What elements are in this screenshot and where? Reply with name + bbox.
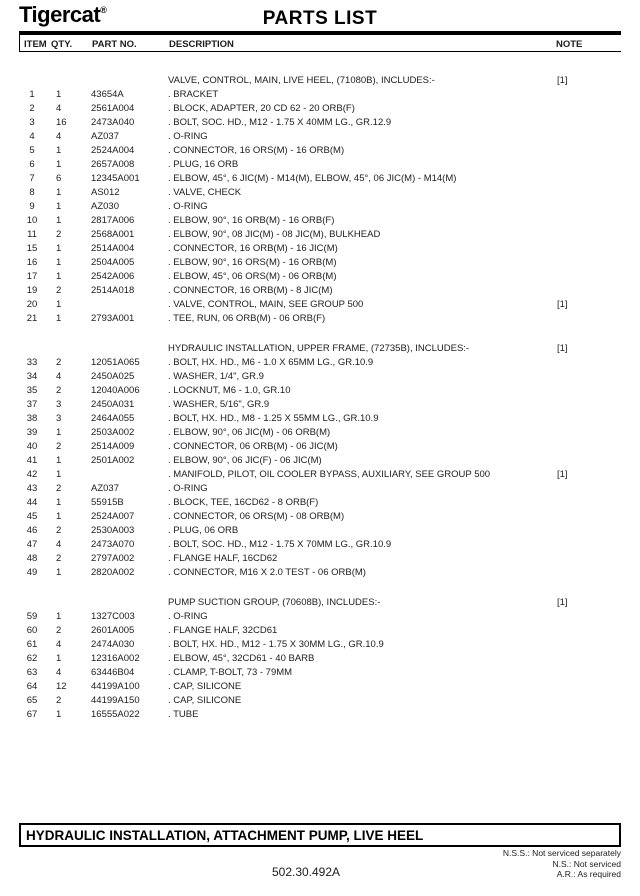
- section-note: [1]: [557, 75, 568, 86]
- table-row: [19, 482, 621, 496]
- row-description: . BRACKET: [168, 89, 219, 100]
- row-part-no: 2474A030: [91, 639, 135, 650]
- column-header-item: ITEM: [24, 39, 47, 50]
- table-row: [19, 566, 621, 580]
- row-item: 4: [29, 131, 35, 142]
- row-qty: 1: [56, 145, 62, 156]
- table-row: [19, 312, 621, 326]
- row-qty: 1: [56, 299, 62, 310]
- table-row: [19, 708, 621, 722]
- row-description: . O-RING: [168, 611, 208, 622]
- row-item: 47: [26, 539, 38, 550]
- row-description: . FLANGE HALF, 16CD62: [168, 553, 278, 564]
- row-item: 63: [26, 667, 38, 678]
- row-qty: 2: [56, 525, 62, 536]
- row-qty: 3: [56, 413, 62, 424]
- table-row: [19, 624, 621, 638]
- row-description: . CONNECTOR, 06 ORB(M) - 06 JIC(M): [168, 441, 338, 452]
- row-description: . CONNECTOR, M16 X 2.0 TEST - 06 ORB(M): [168, 567, 366, 578]
- row-description: . BLOCK, ADAPTER, 20 CD 62 - 20 ORB(F): [168, 103, 355, 114]
- table-row: [19, 144, 621, 158]
- row-part-no: 44199A150: [91, 695, 140, 706]
- row-part-no: 2503A002: [91, 427, 135, 438]
- row-part-no: 12345A001: [91, 173, 140, 184]
- row-part-no: 44199A100: [91, 681, 140, 692]
- row-item: 21: [26, 313, 38, 324]
- row-part-no: 16555A022: [91, 709, 140, 720]
- table-row: [19, 652, 621, 666]
- row-item: 67: [26, 709, 38, 720]
- row-description: . ELBOW, 90°, 06 JIC(F) - 06 JIC(M): [168, 455, 322, 466]
- row-item: 48: [26, 553, 38, 564]
- row-description: . BOLT, HX. HD., M12 - 1.75 X 30MM LG., GR.10.9: [168, 639, 384, 650]
- row-part-no: 2514A018: [91, 285, 135, 296]
- row-qty: 1: [56, 271, 62, 282]
- section-header-row: [19, 596, 621, 610]
- column-header-description: DESCRIPTION: [169, 39, 234, 50]
- row-description: . PLUG, 16 ORB: [168, 159, 239, 170]
- section-note: [1]: [557, 597, 568, 608]
- row-part-no: 63446B04: [91, 667, 135, 678]
- row-qty: 1: [56, 215, 62, 226]
- row-part-no: 2514A004: [91, 243, 135, 254]
- row-item: 40: [26, 441, 38, 452]
- row-item: 45: [26, 511, 38, 522]
- row-description: . CAP, SILICONE: [168, 695, 242, 706]
- row-item: 17: [26, 271, 38, 282]
- row-item: 7: [29, 173, 35, 184]
- table-row: [19, 256, 621, 270]
- row-item: 3: [29, 117, 35, 128]
- row-item: 19: [26, 285, 38, 296]
- row-qty: 1: [56, 497, 62, 508]
- row-item: 62: [26, 653, 38, 664]
- table-row: [19, 538, 621, 552]
- row-part-no: AZ037: [91, 131, 119, 142]
- row-part-no: 2473A070: [91, 539, 135, 550]
- column-header-qty: QTY.: [51, 39, 73, 50]
- row-description: . CONNECTOR, 16 ORB(M) - 16 JIC(M): [168, 243, 338, 254]
- column-header-part-no: PART NO.: [92, 39, 137, 50]
- row-description: . FLANGE HALF, 32CD61: [168, 625, 278, 636]
- row-description: . O-RING: [168, 483, 208, 494]
- row-item: 34: [26, 371, 38, 382]
- row-description: . CONNECTOR, 16 ORB(M) - 8 JIC(M): [168, 285, 333, 296]
- row-qty: 3: [56, 399, 62, 410]
- row-qty: 1: [56, 653, 62, 664]
- row-part-no: 1327C003: [91, 611, 135, 622]
- row-part-no: 2450A025: [91, 371, 135, 382]
- row-item: 1: [29, 89, 35, 100]
- table-row: [19, 298, 621, 312]
- row-part-no: 2450A031: [91, 399, 135, 410]
- row-part-no: 2657A008: [91, 159, 135, 170]
- row-qty: 2: [56, 553, 62, 564]
- row-part-no: AZ030: [91, 201, 119, 212]
- registered-trademark-symbol: ®: [100, 5, 107, 15]
- row-description: . ELBOW, 90°, 16 ORB(M) - 16 ORB(F): [168, 215, 335, 226]
- table-row: [19, 680, 621, 694]
- row-item: 9: [29, 201, 35, 212]
- row-item: 15: [26, 243, 38, 254]
- row-description: . VALVE, CHECK: [168, 187, 242, 198]
- row-qty: 4: [56, 639, 62, 650]
- row-part-no: 2524A007: [91, 511, 135, 522]
- row-qty: 1: [56, 201, 62, 212]
- row-item: 37: [26, 399, 38, 410]
- section-header-row: [19, 342, 621, 356]
- row-item: 41: [26, 455, 38, 466]
- row-description: . BOLT, SOC. HD., M12 - 1.75 X 40MM LG., GR.12.9: [168, 117, 392, 128]
- row-description: . CAP, SILICONE: [168, 681, 242, 692]
- section-title: VALVE, CONTROL, MAIN, LIVE HEEL, (71080B), INCLUDES:-: [168, 75, 435, 86]
- row-item: 39: [26, 427, 38, 438]
- row-qty: 1: [56, 159, 62, 170]
- row-qty: 1: [56, 567, 62, 578]
- row-description: . WASHER, 1/4", GR.9: [168, 371, 264, 382]
- row-description: . ELBOW, 45°, 32CD61 - 40 BARB: [168, 653, 315, 664]
- row-item: 46: [26, 525, 38, 536]
- row-description: . LOCKNUT, M6 - 1.0, GR.10: [168, 385, 291, 396]
- row-description: . BOLT, HX. HD., M8 - 1.25 X 55MM LG., GR.10.9: [168, 413, 379, 424]
- row-part-no: 2793A001: [91, 313, 135, 324]
- row-note: [1]: [557, 299, 568, 310]
- row-description: . MANIFOLD, PILOT, OIL COOLER BYPASS, AUXILIARY, SEE GROUP 500: [168, 469, 491, 480]
- row-part-no: 2542A006: [91, 271, 135, 282]
- row-qty: 2: [56, 483, 62, 494]
- table-row: [19, 172, 621, 186]
- table-row: [19, 426, 621, 440]
- row-item: 64: [26, 681, 38, 692]
- row-qty: 2: [56, 285, 62, 296]
- row-description: . ELBOW, 90°, 06 JIC(M) - 06 ORB(M): [168, 427, 331, 438]
- table-row: [19, 102, 621, 116]
- row-description: . CONNECTOR, 06 ORS(M) - 08 ORB(M): [168, 511, 345, 522]
- row-qty: 12: [56, 681, 67, 692]
- table-row: [19, 524, 621, 538]
- row-description: . O-RING: [168, 201, 208, 212]
- table-row: [19, 200, 621, 214]
- row-item: 2: [29, 103, 35, 114]
- row-item: 11: [27, 229, 37, 240]
- table-row: [19, 116, 621, 130]
- row-qty: 16: [56, 117, 67, 128]
- row-qty: 4: [56, 131, 62, 142]
- row-item: 20: [26, 299, 38, 310]
- row-qty: 4: [56, 371, 62, 382]
- row-part-no: 2817A006: [91, 215, 135, 226]
- logo-text: Tigercat: [19, 2, 101, 27]
- column-header-note: NOTE: [556, 39, 583, 50]
- table-row: [19, 130, 621, 144]
- row-description: . BLOCK, TEE, 16CD62 - 8 ORB(F): [168, 497, 319, 508]
- table-row: [19, 412, 621, 426]
- legend-ar: A.R.: As required: [556, 869, 621, 879]
- row-item: 38: [26, 413, 38, 424]
- section-header-row: [19, 74, 621, 88]
- table-row: [19, 610, 621, 624]
- row-part-no: 2568A001: [91, 229, 135, 240]
- table-row: [19, 270, 621, 284]
- row-part-no: 2524A004: [91, 145, 135, 156]
- row-qty: 2: [56, 357, 62, 368]
- row-item: 59: [26, 611, 38, 622]
- row-description: . ELBOW, 90°, 08 JIC(M) - 08 JIC(M), BULKHEAD: [168, 229, 381, 240]
- row-part-no: 2514A009: [91, 441, 135, 452]
- parts-table-body: [19, 74, 621, 722]
- table-row: [19, 694, 621, 708]
- row-qty: 2: [56, 625, 62, 636]
- row-qty: 1: [56, 611, 62, 622]
- assembly-title: HYDRAULIC INSTALLATION, ATTACHMENT PUMP, LIVE HEEL: [26, 827, 424, 843]
- page-title: PARTS LIST: [262, 8, 378, 29]
- legend-ns: N.S.: Not serviced: [552, 858, 621, 869]
- table-row: [19, 496, 621, 510]
- table-row: [19, 158, 621, 172]
- row-item: 16: [26, 257, 38, 268]
- row-part-no: 12040A006: [91, 385, 140, 396]
- row-part-no: 43654A: [91, 89, 124, 100]
- row-item: 44: [26, 497, 38, 508]
- row-item: 6: [29, 159, 35, 170]
- row-qty: 1: [56, 511, 62, 522]
- row-item: 8: [29, 187, 35, 198]
- row-part-no: 2473A040: [91, 117, 135, 128]
- row-description: . WASHER, 5/16", GR.9: [168, 399, 270, 410]
- table-row: [19, 370, 621, 384]
- row-item: 65: [26, 695, 38, 706]
- row-part-no: 2501A002: [91, 455, 135, 466]
- row-description: . O-RING: [168, 131, 208, 142]
- row-part-no: 55915B: [91, 497, 124, 508]
- row-description: . PLUG, 06 ORB: [168, 525, 239, 536]
- row-description: . TUBE: [168, 709, 199, 720]
- row-item: 33: [26, 357, 38, 368]
- table-header: [19, 31, 621, 52]
- row-qty: 2: [56, 229, 62, 240]
- legend-nss: N.S.S.: Not serviced separately: [502, 848, 621, 858]
- row-qty: 4: [56, 103, 62, 114]
- row-qty: 1: [56, 257, 62, 268]
- row-item: 49: [26, 567, 38, 578]
- row-item: 42: [26, 469, 38, 480]
- row-qty: 1: [56, 427, 62, 438]
- table-row: [19, 440, 621, 454]
- row-part-no: 2504A005: [91, 257, 135, 268]
- row-item: 5: [29, 145, 35, 156]
- table-row: [19, 384, 621, 398]
- row-description: . BOLT, HX. HD., M6 - 1.0 X 65MM LG., GR.10.9: [168, 357, 374, 368]
- row-description: . ELBOW, 45°, 06 ORS(M) - 06 ORB(M): [168, 271, 337, 282]
- row-qty: 1: [56, 709, 62, 720]
- table-row: [19, 398, 621, 412]
- section-note: [1]: [557, 343, 568, 354]
- row-item: 43: [26, 483, 38, 494]
- row-part-no: AZ037: [91, 483, 119, 494]
- table-row: [19, 552, 621, 566]
- row-description: . VALVE, CONTROL, MAIN, SEE GROUP 500: [168, 299, 364, 310]
- parts-section: [19, 74, 621, 326]
- row-qty: 1: [56, 313, 62, 324]
- row-item: 61: [26, 639, 38, 650]
- row-qty: 1: [56, 187, 62, 198]
- row-qty: 1: [56, 243, 62, 254]
- row-part-no: 2530A003: [91, 525, 135, 536]
- table-row: [19, 666, 621, 680]
- row-part-no: 12316A002: [91, 653, 140, 664]
- row-description: . TEE, RUN, 06 ORB(M) - 06 ORB(F): [168, 313, 326, 324]
- document-number: 502.30.492A: [271, 865, 341, 879]
- row-part-no: 2561A004: [91, 103, 135, 114]
- row-description: . CLAMP, T-BOLT, 73 - 79MM: [168, 667, 293, 678]
- row-description: . ELBOW, 45°, 6 JIC(M) - M14(M), ELBOW, 45°, 06 JIC(M) - M14(M): [168, 173, 457, 184]
- table-row: [19, 214, 621, 228]
- row-description: . ELBOW, 90°, 16 ORS(M) - 16 ORB(M): [168, 257, 337, 268]
- row-part-no: 2820A002: [91, 567, 135, 578]
- table-row: [19, 454, 621, 468]
- row-description: . BOLT, SOC. HD., M12 - 1.75 X 70MM LG., GR.10.9: [168, 539, 392, 550]
- row-item: 35: [26, 385, 38, 396]
- row-qty: 6: [56, 173, 62, 184]
- row-qty: 4: [56, 667, 62, 678]
- row-qty: 2: [56, 385, 62, 396]
- section-title: HYDRAULIC INSTALLATION, UPPER FRAME, (72735B), INCLUDES:-: [168, 343, 470, 354]
- row-qty: 1: [56, 469, 62, 480]
- table-row: [19, 88, 621, 102]
- table-row: [19, 186, 621, 200]
- row-part-no: 2601A005: [91, 625, 135, 636]
- row-item: 10: [26, 215, 38, 226]
- row-note: [1]: [557, 469, 568, 480]
- table-row: [19, 468, 621, 482]
- parts-section: [19, 342, 621, 580]
- table-row: [19, 356, 621, 370]
- parts-section: [19, 596, 621, 722]
- row-qty: 4: [56, 539, 62, 550]
- row-qty: 1: [56, 89, 62, 100]
- section-title: PUMP SUCTION GROUP, (70608B), INCLUDES:-: [168, 597, 381, 608]
- row-item: 60: [26, 625, 38, 636]
- row-qty: 2: [56, 695, 62, 706]
- table-row: [19, 228, 621, 242]
- row-part-no: 2797A002: [91, 553, 135, 564]
- row-part-no: 2464A055: [91, 413, 135, 424]
- row-qty: 2: [56, 441, 62, 452]
- table-row: [19, 242, 621, 256]
- row-part-no: 12051A065: [91, 357, 140, 368]
- assembly-title-box: [19, 823, 621, 847]
- table-row: [19, 510, 621, 524]
- table-row: [19, 638, 621, 652]
- row-part-no: AS012: [91, 187, 120, 198]
- row-description: . CONNECTOR, 16 ORS(M) - 16 ORB(M): [168, 145, 345, 156]
- table-row: [19, 284, 621, 298]
- row-qty: 1: [56, 455, 62, 466]
